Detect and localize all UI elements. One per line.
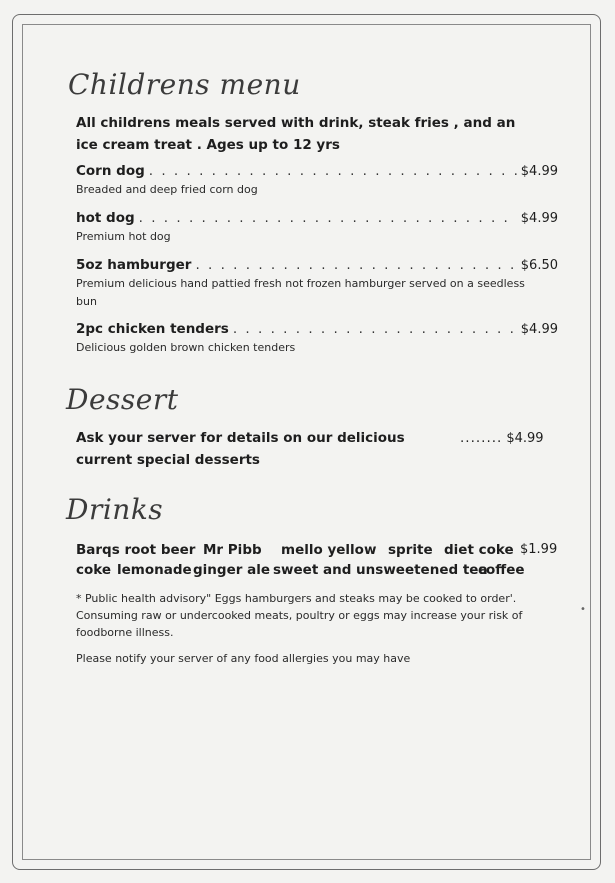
item-description: Premium hot dog [76,230,171,243]
drink-item: lemonade [117,562,192,578]
item-price: $4.99 [520,322,558,337]
drink-item: mello yellow [281,542,377,558]
drink-item: Mr Pibb [203,542,262,558]
leader-dots [149,163,517,179]
drink-item: coke [76,562,112,578]
drink-item: ginger ale [193,562,270,578]
drink-item: sweet and unsweetened tea [273,562,488,578]
menu-item-corn-dog [76,163,558,199]
drink-item: Barqs root beer [76,542,196,558]
paper-speck: • [580,604,586,615]
menu-item-hamburger [76,257,558,311]
item-description: Breaded and deep fried corn dog [76,183,258,196]
drinks-price: $1.99 [520,542,558,557]
leader-dots: ........ [460,430,503,446]
menu-item-hot-dog [76,210,558,246]
item-description: Premium delicious hand pattied fresh not frozen hamburger served on a seedless bun [76,277,525,308]
item-name: Corn dog [76,163,145,179]
dessert-description: Ask your server for details on our delicious current special desserts [76,430,405,468]
item-name: 2pc chicken tenders [76,321,229,337]
drink-item: sprite [388,542,433,558]
dessert-title: Dessert [66,383,179,416]
dessert-price: $4.99 [506,431,544,446]
allergy-notice: Please notify your server of any food allergies you may have [76,652,411,665]
leader-dots [233,321,517,337]
drink-item: coffee [478,562,525,578]
childrens-intro: All childrens meals served with drink, steak fries , and an ice cream treat . Ages up to 12 yrs [76,115,516,153]
childrens-menu-title: Childrens menu [68,68,301,101]
dessert-item [76,427,558,471]
item-name: 5oz hamburger [76,257,192,273]
menu-item-chicken-tenders [76,321,558,357]
item-description: Delicious golden brown chicken tenders [76,341,296,354]
public-health-advisory: * Public health advisory" Eggs hamburgers and steaks may be cooked to order'. Consuming raw or undercooked meats, poultry or eggs may increase your risk of foodborne illness. [76,592,523,639]
item-price: $4.99 [520,211,558,226]
item-price: $4.99 [520,164,558,179]
leader-dots [195,257,516,273]
drinks-title: Drinks [66,493,164,526]
item-price: $6.50 [520,258,558,273]
item-name: hot dog [76,210,135,226]
drinks-list [76,540,558,580]
leader-dots [139,210,517,226]
drink-item: diet coke [444,542,514,558]
